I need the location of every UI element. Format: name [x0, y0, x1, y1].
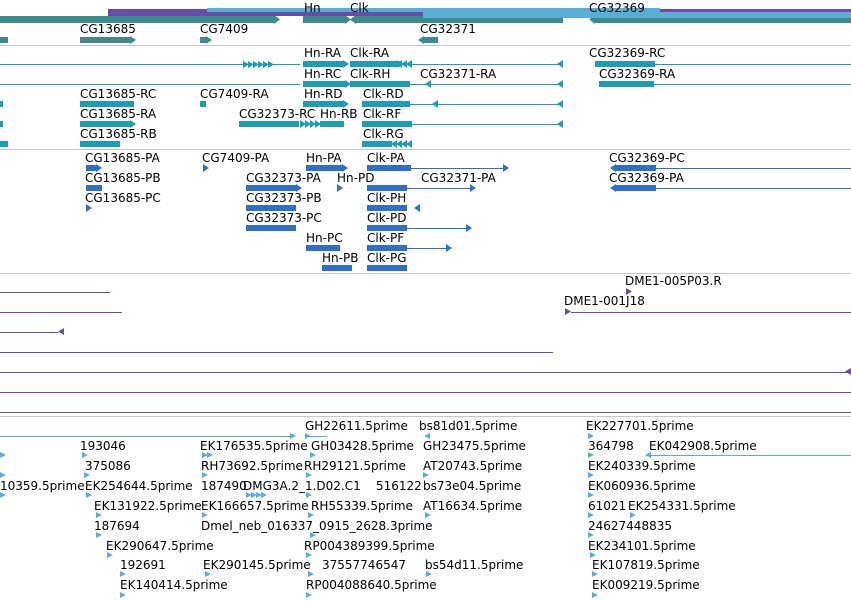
- est-label[interactable]: EK131922.5prime: [94, 499, 202, 513]
- est-label[interactable]: 364798: [588, 439, 634, 453]
- est-label[interactable]: EK060936.5prime: [588, 479, 696, 493]
- transcript-label[interactable]: Hn-RD: [304, 87, 343, 101]
- transcript-label[interactable]: CG13685-RA: [80, 107, 157, 121]
- est-label[interactable]: AT16634.5prime: [423, 499, 523, 513]
- transcript-label[interactable]: CG13685-RC: [80, 87, 157, 101]
- est-label[interactable]: bs54d11.5prime: [425, 558, 524, 572]
- protein-glyph: [610, 184, 616, 192]
- est-label[interactable]: 24627448835: [588, 519, 672, 533]
- est-label[interactable]: EK254331.5prime: [628, 499, 736, 513]
- protein-glyph: [446, 244, 452, 252]
- transcript-exon: [432, 100, 438, 108]
- est-label[interactable]: EK290145.5prime: [203, 558, 311, 572]
- transcript-label[interactable]: Clk-RG: [363, 127, 404, 141]
- protein-label[interactable]: Hn-PC: [306, 231, 343, 245]
- protein-glyph: [367, 265, 407, 271]
- clone-glyph: [58, 328, 64, 335]
- protein-label[interactable]: Hn-PB: [322, 251, 359, 265]
- est-label[interactable]: RH73692.5prime: [201, 459, 303, 473]
- gene-label[interactable]: CG32371: [420, 22, 476, 36]
- est-label[interactable]: EK240339.5prime: [588, 459, 696, 473]
- transcript-label[interactable]: Hn-RA: [304, 46, 342, 60]
- transcript-label[interactable]: CG7409-RA: [200, 87, 269, 101]
- transcript-label[interactable]: Clk-RD: [363, 87, 404, 101]
- est-label[interactable]: GH22611.5prime: [305, 419, 408, 433]
- gene-glyph: [418, 36, 424, 44]
- protein-label[interactable]: Clk-PH: [367, 191, 407, 205]
- transcript-exon: [80, 141, 120, 147]
- gene-label[interactable]: CG13685: [80, 22, 136, 36]
- protein-label[interactable]: Hn-PA: [306, 151, 342, 165]
- transcript-exon: [557, 100, 563, 108]
- est-label[interactable]: EK254644.5prime: [85, 479, 193, 493]
- est-label[interactable]: EK140414.5prime: [120, 578, 228, 592]
- clone-glyph: [845, 368, 851, 375]
- est-label[interactable]: 516122: [376, 479, 422, 493]
- est-label[interactable]: 187694: [94, 519, 140, 533]
- protein-label[interactable]: Clk-PA: [367, 151, 405, 165]
- est-label[interactable]: AT20743.5prime: [423, 459, 523, 473]
- est-label[interactable]: 193046: [80, 439, 126, 453]
- transcript-exon: [557, 80, 563, 88]
- est-glyph: [0, 452, 6, 458]
- protein-glyph: [86, 204, 92, 212]
- gene-glyph: [424, 37, 438, 43]
- transcript-exon: [599, 81, 654, 87]
- protein-glyph: [414, 204, 420, 212]
- transcript-exon: [425, 80, 431, 88]
- gene-glyph: [206, 36, 212, 44]
- transcript-exon: [362, 141, 392, 147]
- protein-glyph: [203, 164, 209, 172]
- est-label[interactable]: EK290647.5prime: [106, 539, 214, 553]
- protein-glyph: [322, 265, 352, 271]
- transcript-label[interactable]: Clk-RA: [350, 46, 390, 60]
- gene-glyph: [200, 37, 206, 43]
- gene-glyph: [303, 16, 345, 23]
- gene-glyph: [350, 15, 356, 24]
- protein-label[interactable]: CG32373-PA: [246, 171, 321, 185]
- protein-glyph: [503, 164, 509, 172]
- est-label[interactable]: Dmel_neb_016337_0915_2628.3prime: [201, 519, 433, 533]
- transcript-exon: [200, 101, 206, 107]
- transcript-label[interactable]: Hn-RB: [320, 107, 358, 121]
- protein-glyph: [246, 225, 296, 231]
- est-label[interactable]: 61021: [588, 499, 627, 513]
- protein-label[interactable]: CG32371-PA: [421, 171, 496, 185]
- clone-label[interactable]: DME1-005P03.R: [625, 274, 722, 288]
- transcript-exon: [268, 61, 274, 68]
- est-label[interactable]: RP004389399.5prime: [304, 539, 435, 553]
- gene-label[interactable]: CG32369: [589, 1, 645, 15]
- transcript-exon: [0, 121, 3, 127]
- est-label[interactable]: RH55339.5prime: [311, 499, 413, 513]
- est-label[interactable]: GH23475.5prime: [423, 439, 526, 453]
- est-label[interactable]: RP004088640.5prime: [306, 578, 437, 592]
- transcript-label[interactable]: Clk-RF: [363, 107, 402, 121]
- est-label[interactable]: EK042908.5prime: [649, 439, 757, 453]
- transcript-exon: [557, 60, 563, 68]
- gene-label[interactable]: Hn: [304, 1, 321, 15]
- est-label[interactable]: bs81d01.5prime: [419, 419, 518, 433]
- gene-glyph: [80, 37, 130, 43]
- protein-label[interactable]: CG13685-PB: [85, 171, 161, 185]
- protein-label[interactable]: CG7409-PA: [202, 151, 270, 165]
- transcript-label[interactable]: CG32369-RC: [589, 46, 666, 60]
- est-label[interactable]: EK166657.5prime: [201, 499, 309, 513]
- est-label[interactable]: EK009219.5prime: [592, 578, 700, 592]
- protein-label[interactable]: CG32373-PB: [246, 191, 322, 205]
- transcript-exon: [0, 141, 8, 147]
- gene-glyph: [0, 37, 8, 43]
- clone-label[interactable]: DME1-001J18: [564, 294, 645, 308]
- transcript-exon: [239, 121, 299, 127]
- est-label[interactable]: 10359.5prime: [0, 479, 85, 493]
- protein-label[interactable]: CG13685-PA: [85, 151, 160, 165]
- protein-glyph: [337, 184, 343, 192]
- gene-glyph: [130, 36, 136, 44]
- est-label[interactable]: 37557746547: [322, 558, 406, 572]
- protein-glyph: [616, 185, 656, 191]
- est-label[interactable]: EK227701.5prime: [586, 419, 694, 433]
- protein-glyph: [466, 224, 472, 232]
- gene-glyph: [274, 15, 280, 24]
- protein-label[interactable]: Clk-PG: [367, 251, 407, 265]
- transcript-exon: [320, 121, 344, 127]
- gene-label[interactable]: CG7409: [200, 22, 249, 36]
- gene-label[interactable]: Clk: [350, 1, 369, 15]
- transcript-exon: [343, 60, 349, 68]
- est-glyph: [0, 472, 6, 478]
- est-label[interactable]: 375086: [85, 459, 131, 473]
- est-label[interactable]: EK107819.5prime: [592, 558, 700, 572]
- transcript-label[interactable]: CG32369-RA: [599, 67, 676, 81]
- est-glyph: [120, 592, 126, 598]
- transcript-label[interactable]: CG13685-RB: [80, 127, 157, 141]
- est-label[interactable]: 192691: [120, 558, 166, 572]
- protein-label[interactable]: Hn-PD: [337, 171, 375, 185]
- protein-label[interactable]: CG13685-PC: [85, 191, 161, 205]
- transcript-label[interactable]: CG32371-RA: [420, 67, 497, 81]
- est-glyph: [592, 592, 598, 598]
- transcript-exon: [557, 120, 563, 128]
- protein-label[interactable]: Clk-PD: [367, 211, 407, 225]
- clone-glyph: [565, 308, 571, 315]
- est-label[interactable]: GH03428.5prime: [311, 439, 414, 453]
- est-label[interactable]: RH29121.5prime: [304, 459, 406, 473]
- protein-label[interactable]: CG32373-PC: [246, 211, 322, 225]
- protein-label[interactable]: CG32369-PA: [609, 171, 684, 185]
- protein-label[interactable]: Clk-PF: [367, 231, 405, 245]
- est-label[interactable]: DMG3A.2_1.D02.C1: [243, 479, 361, 493]
- transcript-label[interactable]: CG32373-RC: [239, 107, 316, 121]
- est-glyph: [306, 592, 312, 598]
- protein-label[interactable]: CG32369-PC: [609, 151, 685, 165]
- est-label[interactable]: EK234101.5prime: [588, 539, 696, 553]
- transcript-exon: [0, 101, 3, 107]
- transcript-label[interactable]: Clk-RH: [350, 67, 391, 81]
- transcript-label[interactable]: Hn-RC: [304, 67, 342, 81]
- est-label[interactable]: 187490: [201, 479, 247, 493]
- est-label[interactable]: bs73e04.5prime: [423, 479, 522, 493]
- protein-glyph: [470, 184, 476, 192]
- est-label[interactable]: EK176535.5prime: [200, 439, 308, 453]
